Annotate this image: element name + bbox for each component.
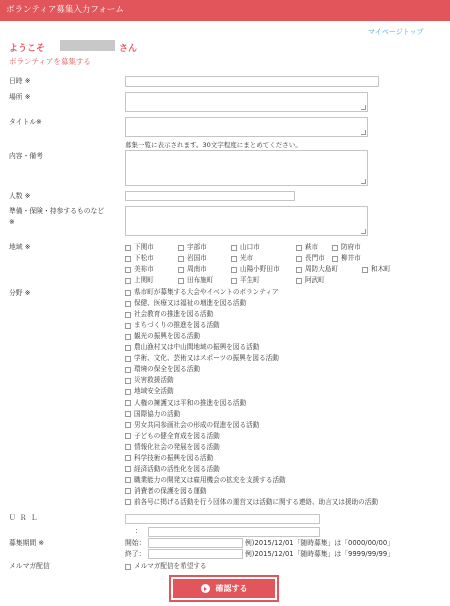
region-checkbox[interactable] — [125, 265, 154, 274]
checkbox-icon[interactable] — [362, 267, 368, 273]
field-option-label: 社会教育の推進を図る活動 — [134, 310, 214, 319]
period-start-hint: 例)2015/12/01「随時募集」は「0000/00/00」 — [245, 539, 394, 547]
region-checkbox[interactable] — [178, 254, 207, 263]
region-option-label: 下関市 — [134, 243, 154, 251]
form-header — [0, 0, 450, 21]
region-option-label: 岩国市 — [187, 254, 207, 262]
field-checkbox[interactable] — [125, 476, 286, 485]
play-circle-icon — [201, 584, 210, 593]
checkbox-icon[interactable] — [125, 433, 131, 439]
confirm-button[interactable] — [173, 579, 275, 598]
checkbox-icon[interactable] — [125, 245, 131, 251]
field-option-label: 学術、文化、芸術又はスポーツの振興を図る活動 — [134, 354, 279, 363]
confirm-button-label: 確認する — [215, 584, 248, 593]
preparation-label: 準備・保険・持参するものなど — [9, 207, 105, 215]
region-option-label: 美祢市 — [134, 265, 154, 273]
field-checkbox[interactable] — [125, 332, 200, 341]
field-option-label: 経済活動の活性化を図る活動 — [134, 464, 220, 473]
field-option-label: 消費者の保護を図る運動 — [134, 486, 207, 495]
field-checkbox[interactable] — [125, 310, 213, 319]
people-input[interactable] — [125, 191, 295, 201]
field-checkbox[interactable] — [125, 454, 213, 463]
url-input[interactable] — [125, 514, 320, 524]
welcome-text: ようこそ — [9, 44, 46, 54]
checkbox-icon[interactable] — [125, 290, 131, 296]
checkbox-icon[interactable] — [125, 256, 131, 262]
checkbox-icon[interactable] — [296, 245, 302, 251]
region-option-label: 萩市 — [305, 243, 319, 251]
welcome-suffix: さん — [119, 44, 138, 54]
period-end-input[interactable] — [148, 549, 243, 559]
period-end-hint: 例)2015/12/01「随時募集」は「9999/99/99」 — [245, 550, 394, 558]
checkbox-icon[interactable] — [125, 411, 131, 417]
field-option-label: 県市町が募集する大会やイベントのボランティア — [134, 288, 279, 296]
field-checkbox[interactable] — [125, 365, 200, 374]
checkbox-icon[interactable] — [125, 477, 131, 483]
field-option-label: まちづくりの推進を図る活動 — [134, 321, 220, 330]
region-checkbox[interactable] — [178, 276, 213, 285]
people-label: 人数 ※ — [9, 192, 31, 200]
field-option-label: 人権の擁護又は平和の推進を図る活動 — [134, 398, 247, 407]
checkbox-icon[interactable] — [178, 256, 184, 262]
mypage-top-link[interactable]: マイページトップ — [368, 28, 424, 36]
region-option-label: 上関町 — [134, 276, 154, 284]
period-start-label: 開始： — [125, 539, 146, 547]
checkbox-icon[interactable] — [125, 422, 131, 428]
date-input[interactable] — [125, 76, 379, 87]
field-checkbox[interactable] — [125, 399, 246, 408]
field-checkbox[interactable] — [125, 288, 279, 297]
field-checkbox[interactable] — [125, 498, 378, 507]
field-option-label: 保健、医療又は福祉の増進を図る活動 — [134, 299, 247, 308]
region-option-label: 防府市 — [341, 243, 361, 251]
field-option-label: 男女共同参画社会の形成の促進を図る活動 — [134, 420, 260, 429]
region-checkbox[interactable] — [178, 243, 207, 252]
mailmag-label: メルマガ配信 — [9, 562, 50, 570]
checkbox-icon[interactable] — [296, 267, 302, 273]
mailmag-option-label: メルマガ配信を希望する — [134, 562, 207, 570]
url-colon: ： — [135, 527, 142, 535]
region-option-label: 山陽小野田市 — [240, 265, 280, 273]
checkbox-icon[interactable] — [125, 301, 131, 307]
checkbox-icon[interactable] — [332, 245, 338, 251]
checkbox-icon[interactable] — [125, 488, 131, 494]
field-option-label: 職業能力の開発又は雇用機会の拡充を支援する活動 — [134, 475, 286, 484]
field-checkbox[interactable] — [125, 487, 207, 496]
checkbox-icon[interactable] — [231, 245, 237, 251]
region-checkbox[interactable] — [125, 276, 154, 285]
field-option-label: 地域安全活動 — [134, 387, 174, 396]
region-checkbox[interactable] — [178, 265, 207, 274]
region-checkbox[interactable] — [231, 254, 253, 263]
checkbox-icon[interactable] — [125, 323, 131, 329]
field-checkbox[interactable] — [125, 432, 220, 441]
checkbox-icon[interactable] — [125, 564, 131, 570]
region-option-label: 宇部市 — [187, 243, 207, 251]
field-option-label: 農山漁村又は中山間地域の振興を図る活動 — [134, 343, 260, 352]
field-option-label: 災害救援活動 — [134, 376, 174, 385]
checkbox-icon[interactable] — [332, 256, 338, 262]
field-checkbox[interactable] — [125, 321, 220, 330]
checkbox-icon[interactable] — [125, 466, 131, 472]
region-checkbox[interactable] — [231, 243, 260, 252]
checkbox-icon[interactable] — [125, 267, 131, 273]
checkbox-icon[interactable] — [125, 444, 131, 450]
resize-grip-icon[interactable] — [361, 229, 366, 234]
region-option-label: 平生町 — [240, 276, 260, 284]
place-label: 場所 ※ — [9, 93, 31, 101]
region-checkbox[interactable] — [296, 254, 325, 263]
field-checkbox[interactable] — [125, 354, 279, 363]
checkbox-icon[interactable] — [231, 256, 237, 262]
field-option-label: 国際協力の活動 — [134, 409, 181, 418]
period-end-label: 終了： — [125, 550, 146, 558]
region-option-label: 長門市 — [305, 254, 325, 262]
field-label: 分野 ※ — [9, 289, 31, 297]
checkbox-icon[interactable] — [125, 455, 131, 461]
form-title: ボランティア募集入力フォーム — [6, 5, 124, 15]
field-checkbox[interactable] — [125, 465, 220, 474]
region-checkbox[interactable] — [231, 265, 280, 274]
checkbox-icon[interactable] — [231, 267, 237, 273]
checkbox-icon[interactable] — [178, 278, 184, 284]
checkbox-icon[interactable] — [125, 278, 131, 284]
field-option-label: 情報化社会の発展を図る活動 — [134, 442, 220, 451]
field-option-label: 子どもの健全育成を図る活動 — [134, 431, 220, 440]
checkbox-icon[interactable] — [125, 312, 131, 318]
title-note: 募集一覧に表示されます。30文字程度にまとめてください。 — [125, 141, 302, 149]
region-option-label: 田布施町 — [187, 276, 214, 284]
field-checkbox[interactable] — [125, 443, 220, 452]
checkbox-icon[interactable] — [125, 356, 131, 362]
recruit-volunteer-link[interactable]: ボランティアを募集する — [9, 57, 91, 66]
region-checkbox[interactable] — [362, 265, 391, 274]
field-option-label: 環境の保全を図る活動 — [134, 365, 200, 374]
checkbox-icon[interactable] — [125, 367, 131, 373]
checkbox-icon[interactable] — [231, 278, 237, 284]
date-label: 日時 ※ — [9, 77, 31, 85]
content-textarea[interactable] — [125, 150, 368, 186]
checkbox-icon[interactable] — [178, 245, 184, 251]
title-textarea[interactable] — [125, 117, 368, 137]
region-checkbox[interactable] — [296, 243, 318, 252]
region-option-label: 周防大島町 — [305, 265, 338, 273]
title-label: タイトル※ — [9, 118, 42, 126]
region-option-label: 柳井市 — [341, 254, 361, 262]
content-label: 内容・備考 — [9, 152, 43, 160]
region-option-label: 下松市 — [134, 254, 154, 262]
region-checkbox[interactable] — [332, 254, 361, 263]
resize-grip-icon[interactable] — [361, 105, 366, 110]
field-checkbox[interactable] — [125, 410, 180, 419]
field-checkbox[interactable] — [125, 299, 246, 308]
region-checkbox[interactable] — [125, 243, 154, 252]
url-sub-input[interactable] — [148, 527, 320, 537]
checkbox-icon[interactable] — [125, 334, 131, 340]
field-checkbox[interactable] — [125, 376, 174, 385]
resize-grip-icon[interactable] — [361, 130, 366, 135]
field-checkbox[interactable] — [125, 387, 174, 396]
resize-grip-icon[interactable] — [361, 179, 366, 184]
period-label: 募集期間 ※ — [9, 539, 45, 547]
checkbox-icon[interactable] — [125, 378, 131, 384]
region-option-label: 山口市 — [240, 243, 260, 251]
period-start-input[interactable] — [148, 538, 243, 548]
field-checkbox[interactable] — [125, 343, 259, 352]
checkbox-icon[interactable] — [178, 267, 184, 273]
region-checkbox[interactable] — [332, 243, 361, 252]
checkbox-icon[interactable] — [296, 256, 302, 262]
mailmag-checkbox[interactable] — [125, 562, 207, 571]
checkbox-icon[interactable] — [296, 278, 302, 284]
region-option-label: 阿武町 — [305, 276, 325, 284]
checkbox-icon[interactable] — [125, 400, 131, 406]
preparation-required-mark: ※ — [9, 218, 15, 226]
region-option-label: 周南市 — [187, 265, 207, 273]
region-checkbox[interactable] — [125, 254, 154, 263]
checkbox-icon[interactable] — [125, 389, 131, 395]
field-option-label: 観光の振興を図る活動 — [134, 332, 200, 341]
region-label: 地域 ※ — [9, 243, 31, 251]
checkbox-icon[interactable] — [125, 345, 131, 351]
place-textarea[interactable] — [125, 92, 368, 112]
url-label: ＵＲＬ — [9, 514, 42, 522]
checkbox-icon[interactable] — [125, 499, 131, 505]
region-checkbox[interactable] — [296, 276, 325, 285]
field-checkbox[interactable] — [125, 421, 259, 430]
region-option-label: 光市 — [240, 254, 254, 262]
field-option-label: 科学技術の振興を図る活動 — [134, 453, 214, 462]
region-checkbox[interactable] — [296, 265, 338, 274]
region-checkbox[interactable] — [231, 276, 260, 285]
user-name-redacted — [60, 40, 115, 51]
region-option-label: 和木町 — [371, 265, 391, 273]
preparation-textarea[interactable] — [125, 206, 368, 236]
field-option-label: 前各号に掲げる活動を行う団体の運営又は活動に関する連絡、助言又は援助の活動 — [134, 497, 378, 506]
